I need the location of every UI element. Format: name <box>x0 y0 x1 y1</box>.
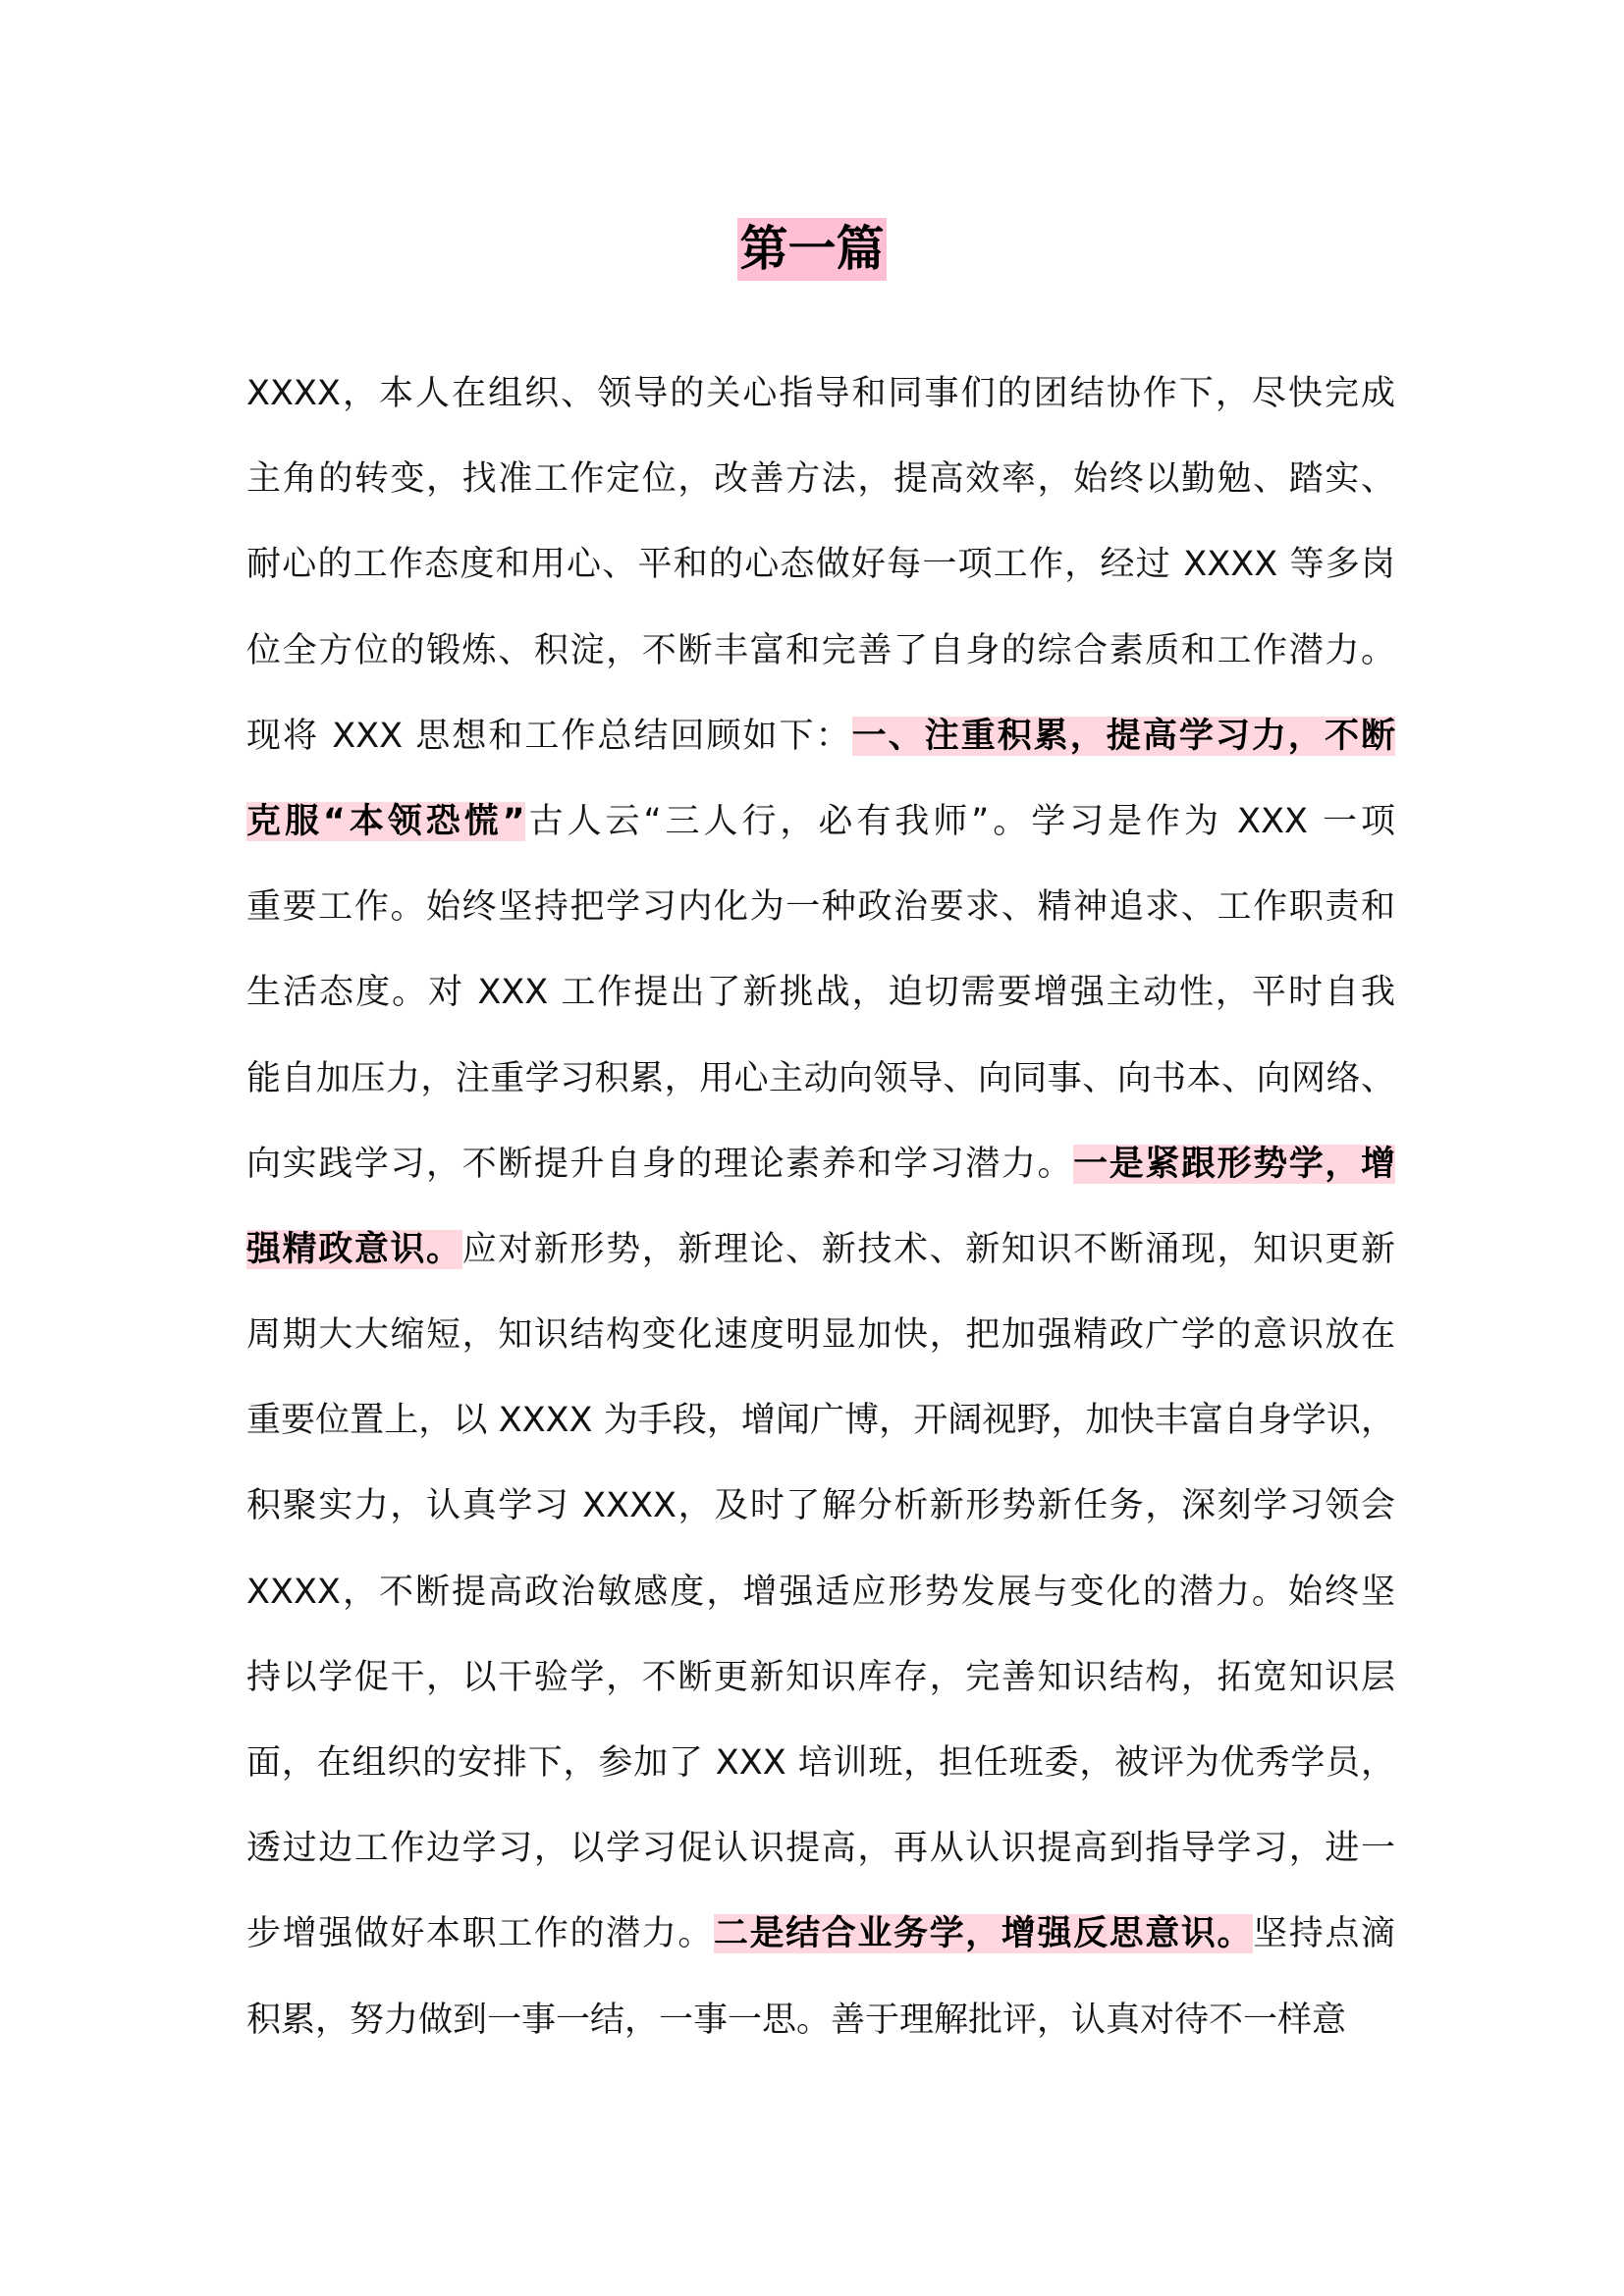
text-line <box>246 1978 1395 2063</box>
text-segment: XXXX，不断提高政治敏感度，增强适应形势发展与变化的潜力。始终坚 <box>246 1572 1395 1612</box>
text-segment: 向实践学习，不断提升自身的理论素养和学习潜力。 <box>246 1144 1074 1184</box>
text-segment: 应对新形势，新理论、新技术、新知识不断涌现，知识更新 <box>461 1229 1395 1269</box>
highlighted-heading: 一、注重积累，提高学习力，不断 <box>851 716 1395 756</box>
text-line <box>246 1635 1395 1721</box>
text-segment: 持以学促干，以干验学，不断更新知识库存，完善知识结构，拓宽知识层 <box>246 1657 1395 1697</box>
page-title: 第一篇 <box>737 218 886 281</box>
text-segment: 坚持点滴 <box>1253 1914 1395 1954</box>
text-segment: 重要工作。始终坚持把学习内化为一种政治要求、精神追求、工作职责和 <box>246 887 1395 928</box>
text-segment: 耐心的工作态度和用心、平和的心态做好每一项工作，经过 XXXX 等多岗 <box>246 545 1395 585</box>
text-segment: XXXX，本人在组织、领导的关心指导和同事们的团结协作下，尽快完成 <box>246 374 1395 413</box>
text-segment: 积聚实力，认真学习 XXXX，及时了解分析新形势新任务，深刻学习领会 <box>246 1486 1395 1526</box>
text-line <box>246 1721 1395 1806</box>
text-line <box>246 1037 1395 1122</box>
highlighted-heading: 强精政意识。 <box>246 1229 462 1269</box>
text-line <box>246 1550 1395 1635</box>
text-line <box>246 779 1395 865</box>
text-line <box>246 1892 1395 1977</box>
highlighted-heading: 克服“本领恐慌” <box>246 801 525 841</box>
text-segment: 步增强做好本职工作的潜力。 <box>246 1914 714 1954</box>
text-segment: 能自加压力，注重学习积累，用心主动向领导、向同事、向书本、向网络、 <box>246 1058 1395 1098</box>
highlighted-heading: 一是紧跟形势学，增 <box>1073 1144 1395 1184</box>
highlighted-heading: 二是结合业务学，增强反思意识。 <box>713 1914 1254 1954</box>
text-line <box>246 1378 1395 1464</box>
text-line <box>246 437 1395 522</box>
text-line <box>246 1806 1395 1892</box>
text-segment: 周期大大缩短，知识结构变化速度明显加快，把加强精政广学的意识放在 <box>246 1315 1395 1356</box>
text-segment: 主角的转变，找准工作定位，改善方法，提高效率，始终以勤勉、踏实、 <box>246 459 1395 500</box>
body-text <box>246 351 1395 2063</box>
text-line <box>246 694 1395 779</box>
text-segment: 现将 XXX 思想和工作总结回顾如下： <box>246 716 852 756</box>
text-segment: 古人云“三人行，必有我师”。学习是作为 XXX 一项 <box>524 801 1395 841</box>
text-line <box>246 1464 1395 1549</box>
text-segment: 生活态度。对 XXX 工作提出了新挑战，迫切需要增强主动性，平时自我 <box>246 973 1395 1013</box>
text-line <box>246 351 1395 437</box>
title-container <box>0 218 1624 281</box>
text-segment: 重要位置上，以 XXXX 为手段，增闻广博，开阔视野，加快丰富自身学识， <box>246 1401 1395 1441</box>
text-segment: 积累，努力做到一事一结，一事一思。善于理解批评，认真对待不一样意 <box>246 2000 1347 2040</box>
text-line <box>246 950 1395 1036</box>
text-line <box>246 522 1395 608</box>
text-line <box>246 1122 1395 1207</box>
text-segment: 位全方位的锻炼、积淀，不断丰富和完善了自身的综合素质和工作潜力。 <box>246 630 1395 670</box>
text-line <box>246 865 1395 950</box>
text-line <box>246 1293 1395 1378</box>
text-segment: 透过边工作边学习，以学习促认识提高，再从认识提高到指导学习，进一 <box>246 1829 1395 1869</box>
text-line <box>246 609 1395 694</box>
text-segment: 面，在组织的安排下，参加了 XXX 培训班，担任班委，被评为优秀学员， <box>246 1743 1395 1783</box>
text-line <box>246 1207 1395 1293</box>
